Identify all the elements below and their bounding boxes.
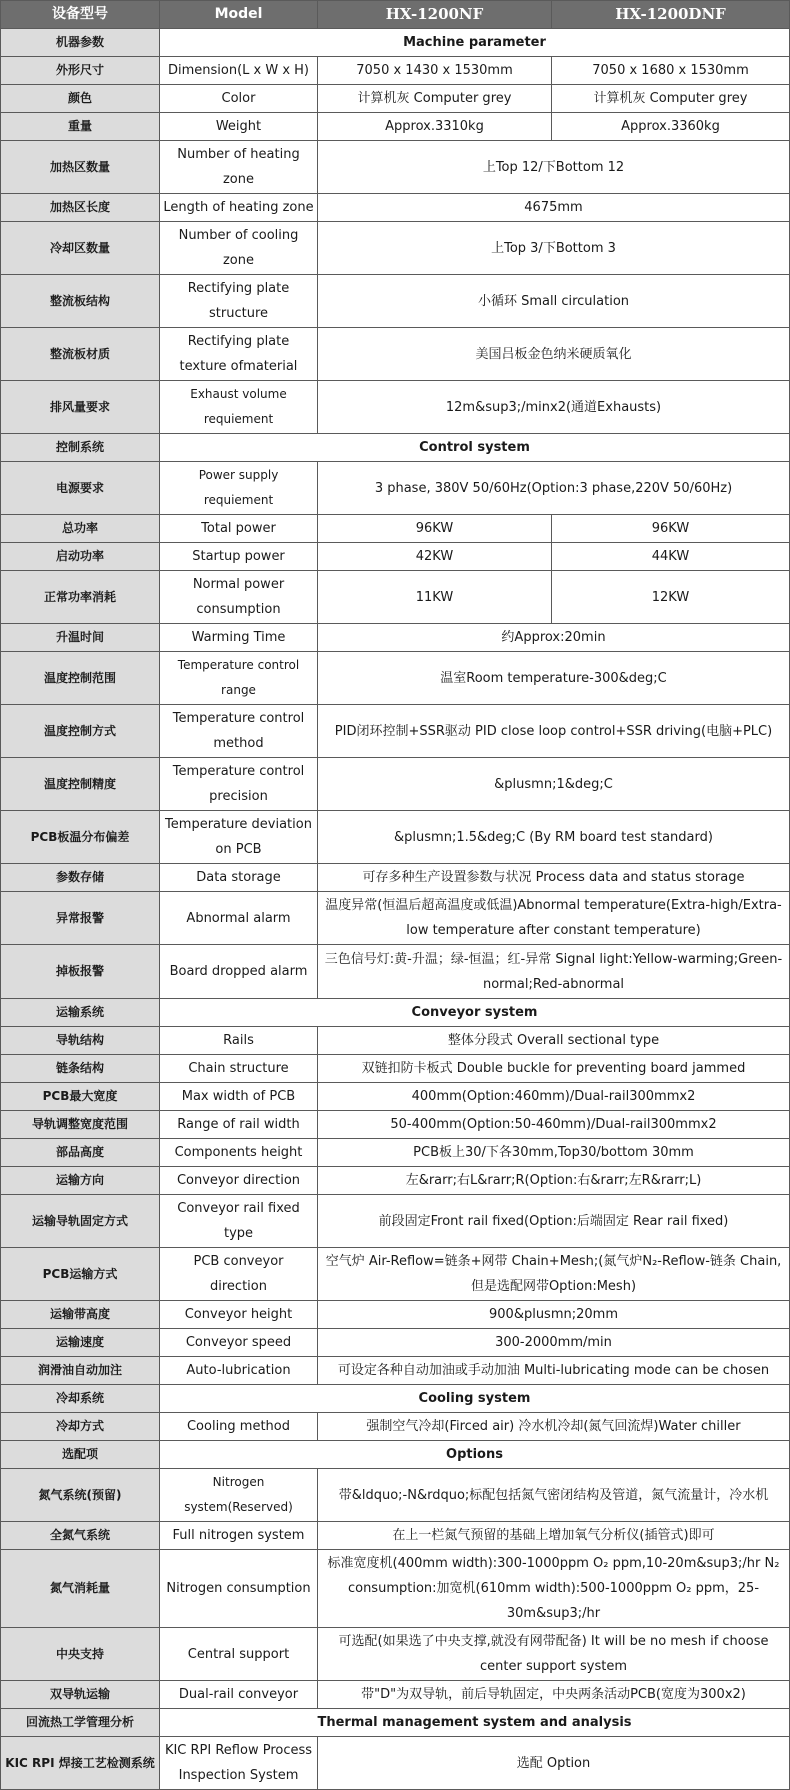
section-title: Control system <box>160 434 790 462</box>
table-row <box>1 705 790 758</box>
row-label-en: Temperature deviation on PCB <box>160 811 318 864</box>
table-row <box>1 1301 790 1329</box>
value-hx-1200dnf: 96KW <box>552 515 790 543</box>
row-label-en: Rectifying plate structure <box>160 275 318 328</box>
row-label-cn: 排风量要求 <box>1 381 160 434</box>
value-hx-1200dnf: 7050 x 1680 x 1530mm <box>552 57 790 85</box>
value-shared: 可选配(如果选了中央支撑,就没有网带配备) It will be no mesh if choose center support system <box>318 1628 790 1681</box>
row-label-en: Central support <box>160 1628 318 1681</box>
row-label-cn: 运输方向 <box>1 1167 160 1195</box>
section-title: Cooling system <box>160 1385 790 1413</box>
table-row <box>1 222 790 275</box>
value-shared: 小循环 Small circulation <box>318 275 790 328</box>
row-label-cn: 双导轨运输 <box>1 1681 160 1709</box>
value-shared: 双链扣防卡板式 Double buckle for preventing board jammed <box>318 1055 790 1083</box>
row-label-en: Range of rail width <box>160 1111 318 1139</box>
value-hx-1200nf: 计算机灰 Computer grey <box>318 85 552 113</box>
row-label-en: PCB conveyor direction <box>160 1248 318 1301</box>
value-hx-1200dnf: 44KW <box>552 543 790 571</box>
row-label-cn: 外形尺寸 <box>1 57 160 85</box>
row-label-en: Color <box>160 85 318 113</box>
value-shared: 美国吕板金色纳米硬质氧化 <box>318 328 790 381</box>
section-title: Conveyor system <box>160 999 790 1027</box>
row-label-cn: 选配项 <box>1 1441 160 1469</box>
row-label-en: Temperature control precision <box>160 758 318 811</box>
header-model: Model <box>160 1 318 29</box>
row-label-en: Weight <box>160 113 318 141</box>
value-shared: 温度异常(恒温后超高温度或低温)Abnormal temperature(Extra-high/Extra-low temperature after constant temperature) <box>318 892 790 945</box>
value-shared: 约Approx:20min <box>318 624 790 652</box>
value-shared: 在上一栏氮气预留的基础上增加氧气分析仪(插管式)即可 <box>318 1522 790 1550</box>
table-row <box>1 652 790 705</box>
row-label-cn: 颜色 <box>1 85 160 113</box>
row-label-en: Startup power <box>160 543 318 571</box>
row-label-cn: 冷却系统 <box>1 1385 160 1413</box>
value-shared: &plusmn;1.5&deg;C (By RM board test standard) <box>318 811 790 864</box>
table-row <box>1 1357 790 1385</box>
table-row <box>1 1139 790 1167</box>
value-hx-1200nf: 7050 x 1430 x 1530mm <box>318 57 552 85</box>
row-label-cn: PCB最大宽度 <box>1 1083 160 1111</box>
value-shared: 带&ldquo;-N&rdquo;标配包括氮气密闭结构及管道，氮气流量计，冷水机 <box>318 1469 790 1522</box>
value-shared: 300-2000mm/min <box>318 1329 790 1357</box>
row-label-cn: 运输速度 <box>1 1329 160 1357</box>
table-row <box>1 328 790 381</box>
table-row <box>1 1195 790 1248</box>
section-title: Thermal management system and analysis <box>160 1709 790 1737</box>
table-row <box>1 1469 790 1522</box>
row-label-en: Data storage <box>160 864 318 892</box>
value-shared: 带"D"为双导轨，前后导轨固定，中央两条活动PCB(宽度为300x2) <box>318 1681 790 1709</box>
row-label-en: Conveyor direction <box>160 1167 318 1195</box>
table-row <box>1 1027 790 1055</box>
table-row <box>1 515 790 543</box>
section-row <box>1 999 790 1027</box>
row-label-en: Length of heating zone <box>160 194 318 222</box>
row-label-cn: 润滑油自动加注 <box>1 1357 160 1385</box>
row-label-en: KIC RPI Reflow Process Inspection System <box>160 1737 318 1790</box>
row-label-cn: 正常功率消耗 <box>1 571 160 624</box>
row-label-cn: PCB板温分布偏差 <box>1 811 160 864</box>
value-shared: 强制空气冷却(Firced air) 冷水机冷却(氮气回流焊)Water chiller <box>318 1413 790 1441</box>
row-label-cn: 温度控制范围 <box>1 652 160 705</box>
row-label-en: Conveyor height <box>160 1301 318 1329</box>
section-row <box>1 1441 790 1469</box>
table-row <box>1 113 790 141</box>
value-shared: 900&plusmn;20mm <box>318 1301 790 1329</box>
row-label-en: Chain structure <box>160 1055 318 1083</box>
table-row <box>1 1167 790 1195</box>
row-label-en: Conveyor rail fixed type <box>160 1195 318 1248</box>
row-label-cn: 温度控制精度 <box>1 758 160 811</box>
value-shared: 整体分段式 Overall sectional type <box>318 1027 790 1055</box>
row-label-cn: 参数存储 <box>1 864 160 892</box>
row-label-en: Max width of PCB <box>160 1083 318 1111</box>
value-shared: 400mm(Option:460mm)/Dual-rail300mmx2 <box>318 1083 790 1111</box>
table-row <box>1 1550 790 1628</box>
table-row <box>1 892 790 945</box>
row-label-cn: KIC RPI 焊接工艺检测系统 <box>1 1737 160 1790</box>
row-label-en: Board dropped alarm <box>160 945 318 999</box>
value-shared: 标准宽度机(400mm width):300-1000ppm O₂ ppm,10-20m&sup3;/hr N₂ consumption:加宽机(610mm width):500-1000ppm O₂ ppm，25-30m&sup3;/hr <box>318 1550 790 1628</box>
table-row <box>1 1083 790 1111</box>
row-label-cn: 链条结构 <box>1 1055 160 1083</box>
value-shared: 50-400mm(Option:50-460mm)/Dual-rail300mmx2 <box>318 1111 790 1139</box>
row-label-en: Nitrogen system(Reserved) <box>160 1469 318 1522</box>
table-row <box>1 1628 790 1681</box>
value-shared: 可存多种生产设置参数与状况 Process data and status storage <box>318 864 790 892</box>
row-label-en: Number of heating zone <box>160 141 318 194</box>
table-row <box>1 275 790 328</box>
section-title: Machine parameter <box>160 29 790 57</box>
value-shared: 温室Room temperature-300&deg;C <box>318 652 790 705</box>
table-row <box>1 1329 790 1357</box>
row-label-en: Normal power consumption <box>160 571 318 624</box>
row-label-cn: 加热区数量 <box>1 141 160 194</box>
value-shared: 空气炉 Air-Reflow=链条+网带 Chain+Mesh;(氮气炉N₂-Reflow-链条 Chain,但是选配网带Option:Mesh) <box>318 1248 790 1301</box>
row-label-cn: 温度控制方式 <box>1 705 160 758</box>
table-row <box>1 864 790 892</box>
value-shared: 可设定各种自动加油或手动加油 Multi-lubricating mode can be chosen <box>318 1357 790 1385</box>
row-label-en: Rectifying plate texture ofmaterial <box>160 328 318 381</box>
row-label-cn: 机器参数 <box>1 29 160 57</box>
row-label-en: Power supply requiement <box>160 462 318 515</box>
value-hx-1200nf: Approx.3310kg <box>318 113 552 141</box>
table-row <box>1 1522 790 1550</box>
value-shared: 三色信号灯:黄-升温；绿-恒温；红-异常 Signal light:Yellow-warming;Green-normal;Red-abnormal <box>318 945 790 999</box>
value-hx-1200dnf: Approx.3360kg <box>552 113 790 141</box>
row-label-cn: 掉板报警 <box>1 945 160 999</box>
table-row <box>1 462 790 515</box>
section-row <box>1 29 790 57</box>
row-label-en: Full nitrogen system <box>160 1522 318 1550</box>
value-shared: 12m&sup3;/minx2(通道Exhausts) <box>318 381 790 434</box>
row-label-en: Auto-lubrication <box>160 1357 318 1385</box>
row-label-en: Abnormal alarm <box>160 892 318 945</box>
table-row <box>1 141 790 194</box>
row-label-cn: 运输带高度 <box>1 1301 160 1329</box>
row-label-cn: 控制系统 <box>1 434 160 462</box>
section-title: Options <box>160 1441 790 1469</box>
value-shared: 3 phase, 380V 50/60Hz(Option:3 phase,220V 50/60Hz) <box>318 462 790 515</box>
row-label-cn: 升温时间 <box>1 624 160 652</box>
table-row <box>1 1681 790 1709</box>
value-shared: 上Top 12/下Bottom 12 <box>318 141 790 194</box>
table-row <box>1 57 790 85</box>
row-label-en: Temperature control method <box>160 705 318 758</box>
row-label-cn: PCB运输方式 <box>1 1248 160 1301</box>
table-row <box>1 1111 790 1139</box>
value-shared: 选配 Option <box>318 1737 790 1790</box>
row-label-cn: 启动功率 <box>1 543 160 571</box>
section-row <box>1 1709 790 1737</box>
row-label-en: Nitrogen consumption <box>160 1550 318 1628</box>
row-label-cn: 氮气消耗量 <box>1 1550 160 1628</box>
table-row <box>1 811 790 864</box>
row-label-en: Rails <box>160 1027 318 1055</box>
value-hx-1200nf: 96KW <box>318 515 552 543</box>
table-row <box>1 758 790 811</box>
row-label-cn: 导轨调整宽度范围 <box>1 1111 160 1139</box>
table-row <box>1 381 790 434</box>
value-hx-1200nf: 42KW <box>318 543 552 571</box>
row-label-cn: 中央支持 <box>1 1628 160 1681</box>
row-label-cn: 氮气系统(预留) <box>1 1469 160 1522</box>
value-shared: 左&rarr;右L&rarr;R(Option:右&rarr;左R&rarr;L) <box>318 1167 790 1195</box>
value-shared: 4675mm <box>318 194 790 222</box>
value-shared: &plusmn;1&deg;C <box>318 758 790 811</box>
table-row <box>1 543 790 571</box>
value-shared: 前段固定Front rail fixed(Option:后端固定 Rear rail fixed) <box>318 1195 790 1248</box>
row-label-cn: 整流板材质 <box>1 328 160 381</box>
row-label-cn: 冷却方式 <box>1 1413 160 1441</box>
table-row <box>1 1248 790 1301</box>
row-label-cn: 加热区长度 <box>1 194 160 222</box>
row-label-en: Conveyor speed <box>160 1329 318 1357</box>
row-label-en: Total power <box>160 515 318 543</box>
value-shared: PID闭环控制+SSR驱动 PID close loop control+SSR driving(电脑+PLC) <box>318 705 790 758</box>
section-row <box>1 1385 790 1413</box>
table-row <box>1 1055 790 1083</box>
row-label-en: Dimension(L x W x H) <box>160 57 318 85</box>
value-shared: 上Top 3/下Bottom 3 <box>318 222 790 275</box>
table-row <box>1 945 790 999</box>
value-hx-1200dnf: 12KW <box>552 571 790 624</box>
table-row <box>1 1737 790 1790</box>
row-label-en: Cooling method <box>160 1413 318 1441</box>
value-hx-1200dnf: 计算机灰 Computer grey <box>552 85 790 113</box>
header-model-hx-1200dnf: HX-1200DNF <box>552 1 790 29</box>
row-label-cn: 运输系统 <box>1 999 160 1027</box>
row-label-cn: 运输导轨固定方式 <box>1 1195 160 1248</box>
row-label-en: Dual-rail conveyor <box>160 1681 318 1709</box>
table-row <box>1 194 790 222</box>
table-row <box>1 571 790 624</box>
row-label-cn: 回流热工学管理分析 <box>1 1709 160 1737</box>
section-row <box>1 434 790 462</box>
row-label-cn: 总功率 <box>1 515 160 543</box>
row-label-cn: 电源要求 <box>1 462 160 515</box>
row-label-en: Number of cooling zone <box>160 222 318 275</box>
row-label-cn: 冷却区数量 <box>1 222 160 275</box>
row-label-en: Warming Time <box>160 624 318 652</box>
table-row <box>1 1413 790 1441</box>
value-hx-1200nf: 11KW <box>318 571 552 624</box>
value-shared: PCB板上30/下各30mm,Top30/bottom 30mm <box>318 1139 790 1167</box>
header-row <box>1 1 790 29</box>
header-equipment-model-cn: 设备型号 <box>1 1 160 29</box>
row-label-cn: 整流板结构 <box>1 275 160 328</box>
row-label-cn: 导轨结构 <box>1 1027 160 1055</box>
row-label-en: Temperature control range <box>160 652 318 705</box>
row-label-en: Exhaust volume requiement <box>160 381 318 434</box>
row-label-cn: 异常报警 <box>1 892 160 945</box>
row-label-cn: 重量 <box>1 113 160 141</box>
row-label-cn: 部品高度 <box>1 1139 160 1167</box>
row-label-en: Components height <box>160 1139 318 1167</box>
table-row <box>1 85 790 113</box>
header-model-hx-1200nf: HX-1200NF <box>318 1 552 29</box>
row-label-cn: 全氮气系统 <box>1 1522 160 1550</box>
table-row <box>1 624 790 652</box>
